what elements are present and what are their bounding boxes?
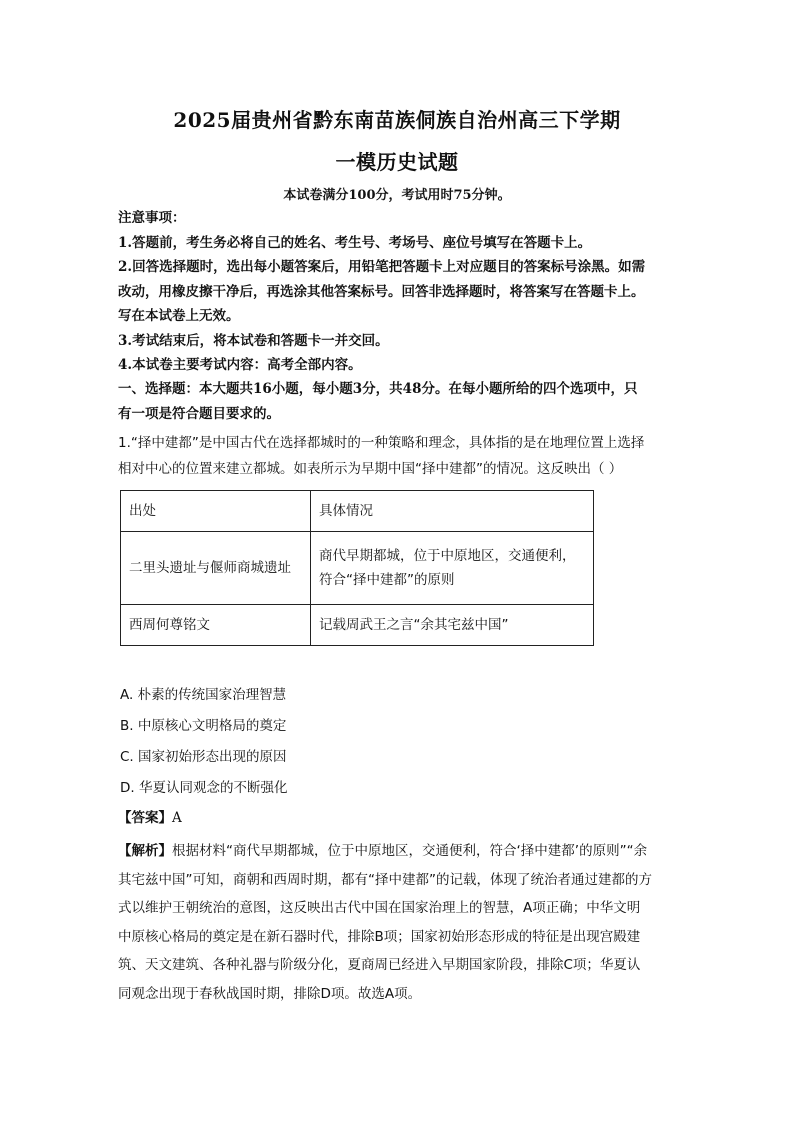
table-cell-line: 商代早期都城，位于中原地区，交通便利，	[319, 548, 576, 564]
answer-options	[120, 680, 287, 804]
notes-line: 写在本试卷上无效。	[118, 308, 240, 324]
analysis-line	[118, 837, 678, 866]
notes-line: 4.本试卷主要考试内容：高考全部内容。	[118, 357, 362, 373]
table-header-row	[121, 491, 594, 532]
option-a: A. 朴素的传统国家治理智慧	[120, 687, 287, 703]
notes-heading: 注意事项：	[118, 210, 186, 226]
table-row	[121, 532, 594, 605]
analysis-line: 同观念出现于春秋战国时期，排除D项。故选A项。	[118, 985, 422, 1002]
section-heading	[118, 377, 678, 426]
notes-line: 2.回答选择题时，选出每小题答案后，用铅笔把答题卡上对应题目的答案标号涂黑。如需	[118, 259, 646, 275]
analysis-label: 【解析】	[118, 843, 172, 859]
question-line: 相对中心的位置来建立都城。如表所示为早期中国“择中建都”的情况。这反映出（ ）	[118, 461, 623, 477]
source-table	[120, 490, 594, 646]
table-cell-line: 符合“择中建都”的原则	[319, 572, 455, 588]
section-line: 有一项是符合题目要求的。	[118, 405, 280, 422]
question-1-stem	[118, 430, 678, 482]
table-cell	[311, 532, 594, 605]
page-title-line-2: 一模历史试题	[335, 150, 459, 174]
table-header-cell: 出处	[121, 491, 311, 532]
answer-line	[118, 806, 182, 830]
notes-block	[118, 206, 678, 378]
table-header-cell: 具体情况	[311, 491, 594, 532]
page-title-line-1: 2025届贵州省黔东南苗族侗族自治州高三下学期	[173, 108, 621, 132]
section-line: 一、选择题：本大题共16小题，每小题3分，共48分。在每小题所给的四个选项中，只	[118, 381, 638, 397]
table-cell: 记载周武王之言“余其宅兹中国”	[311, 605, 594, 646]
analysis-line: 筑、天文建筑、各种礼器与阶级分化，夏商周已经进入早期国家阶段，排除C项；华夏认	[118, 957, 641, 973]
option-d: D. 华夏认同观念的不断强化	[120, 780, 288, 796]
table-row	[121, 605, 594, 646]
analysis-line: 式以维护王朝统治的意图，这反映出古代中国在国家治理上的智慧，A项正确；中华文明	[118, 900, 641, 916]
analysis-line: 中原核心格局的奠定是在新石器时代，排除B项；国家初始形态形成的特征是出现宫殿建	[118, 928, 641, 945]
notes-line: 1.答题前，考生务必将自己的姓名、考生号、考场号、座位号填写在答题卡上。	[118, 234, 592, 251]
notes-line: 3.考试结束后，将本试卷和答题卡一并交回。	[118, 332, 389, 349]
option-b: B. 中原核心文明格局的奠定	[120, 718, 287, 734]
exam-info: 本试卷满分100分，考试用时75分钟。	[283, 188, 511, 203]
analysis-text: 根据材料“商代早期都城，位于中原地区，交通便利，符合‘择中建都’的原则”“余	[172, 843, 648, 859]
question-line: 1.“择中建都”是中国古代在选择都城时的一种策略和理念，具体指的是在地理位置上选择	[118, 435, 645, 451]
analysis-line: 其宅兹中国”可知，商朝和西周时期，都有“择中建都”的记载，体现了统治者通过建都的方	[118, 871, 652, 888]
option-c: C. 国家初始形态出现的原因	[120, 749, 287, 765]
notes-line: 改动，用橡皮擦干净后，再选涂其他答案标号。回答非选择题时，将答案写在答题卡上。	[118, 283, 645, 300]
answer-label: 【答案】	[118, 810, 172, 826]
answer-value: A	[172, 810, 182, 826]
analysis-block	[118, 837, 678, 1008]
table-cell: 二里头遗址与偃师商城遗址	[121, 532, 311, 605]
table-cell: 西周何尊铭文	[121, 605, 311, 646]
